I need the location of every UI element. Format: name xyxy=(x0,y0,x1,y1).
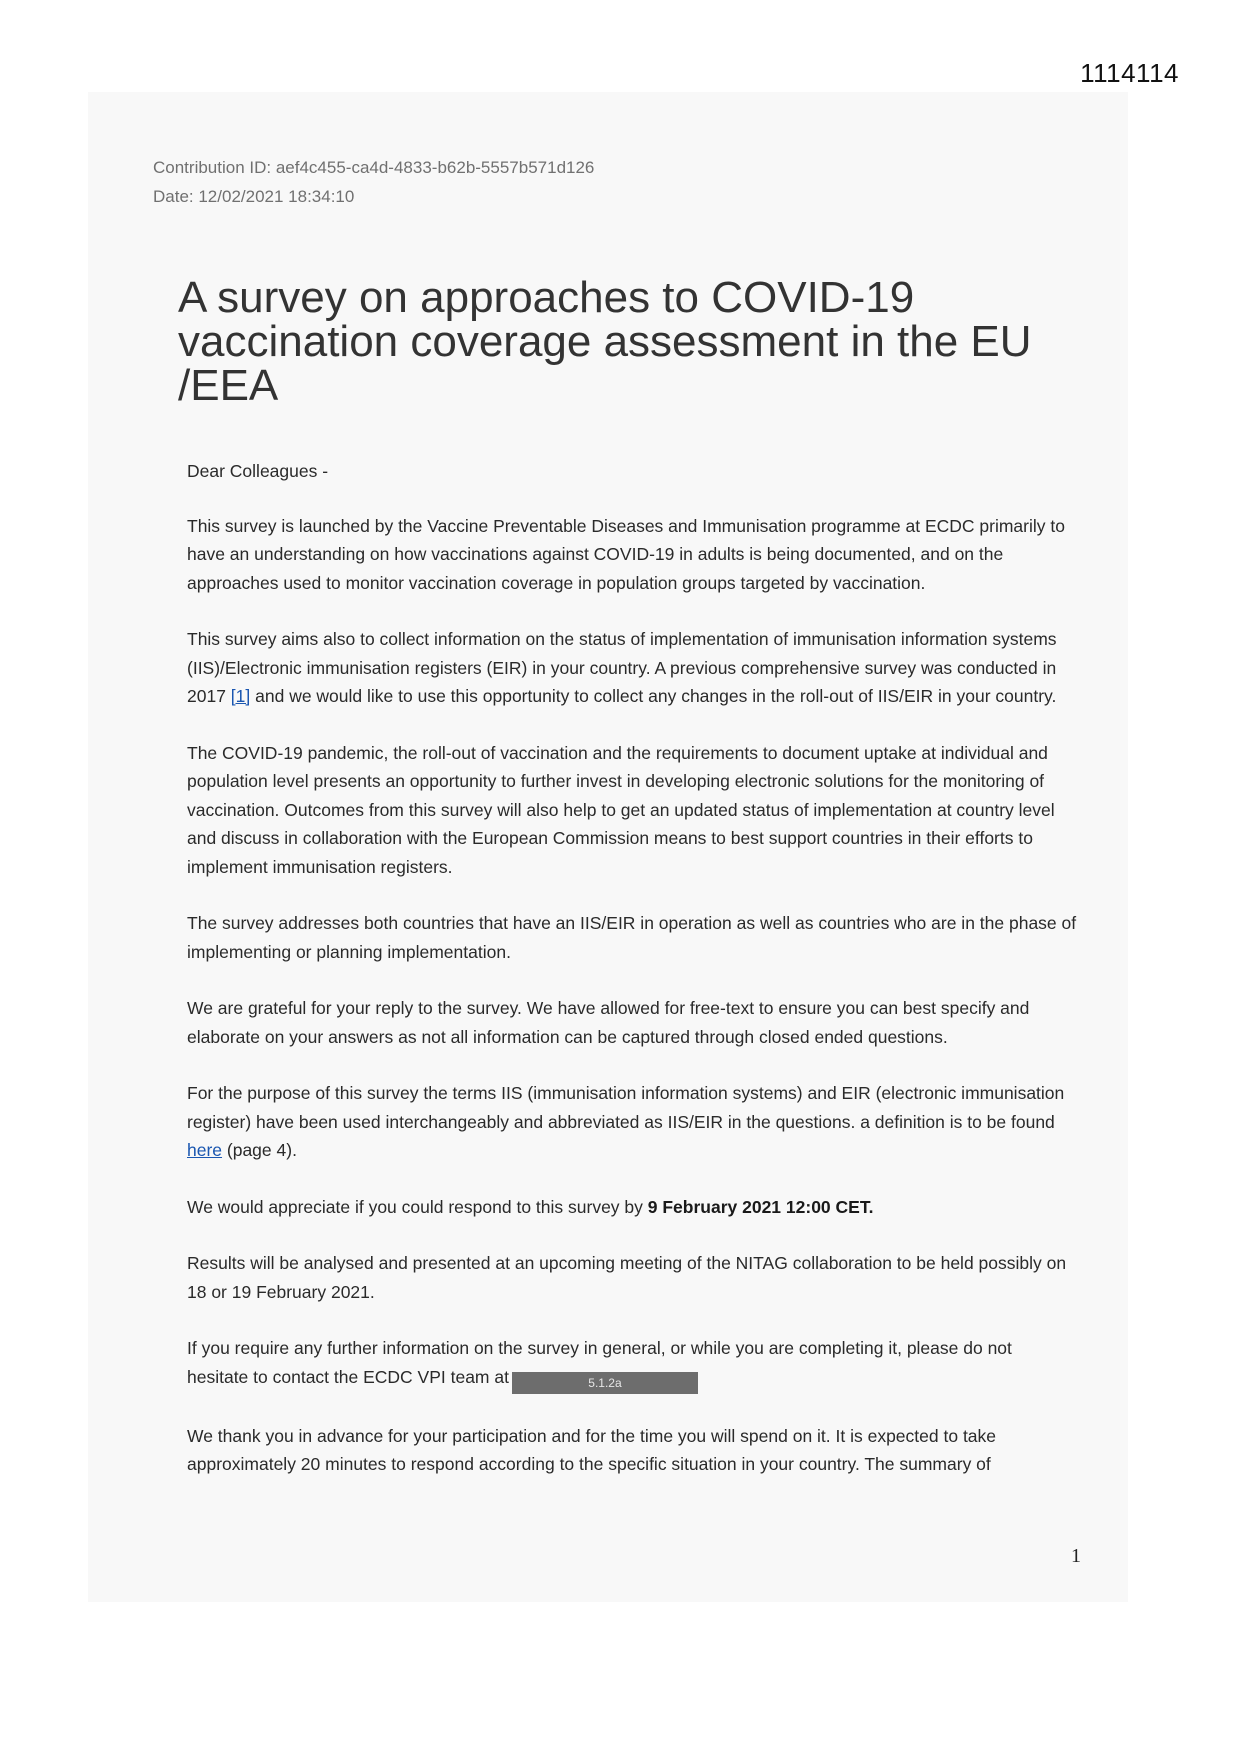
redacted-email: 5.1.2a xyxy=(512,1372,698,1394)
paragraph-deadline xyxy=(187,1193,1077,1222)
paragraph-iis-status xyxy=(187,625,1077,711)
paragraph-definition xyxy=(187,1079,1077,1165)
contribution-meta xyxy=(153,153,594,211)
paragraph-definition-text-a: For the purpose of this survey the terms IIS (immunisation information systems) and EIR (electronic immunisation register) have been used interchangeably and abbreviated as IIS/EIR in the questions. a definition is to be found xyxy=(187,1083,1065,1132)
paragraph-iis-status-text-b: and we would like to use this opportunity to collect any changes in the roll-out of IIS/EIR in your country. xyxy=(250,686,1057,706)
reference-link-1[interactable]: [1] xyxy=(230,686,251,706)
paragraph-scope: The survey addresses both countries that have an IIS/EIR in operation as well as countries who are in the phase of implementing or planning implementation. xyxy=(187,913,1077,962)
paragraph-purpose: This survey is launched by the Vaccine Preventable Diseases and Immunisation programme at ECDC primarily to have an understanding on how vaccinations against COVID-19 in adults is being documented, and on the approaches used to monitor vaccination coverage in population groups targeted by vaccination. xyxy=(187,515,1065,593)
page-number: 1 xyxy=(1071,1545,1081,1567)
definition-link[interactable]: here xyxy=(187,1140,223,1160)
paragraph-thanks: We thank you in advance for your participation and for the time you will spend on it. It is expected to take approximately 20 minutes to respond according to the specific situation in your country. The summary of xyxy=(187,1425,997,1474)
contribution-date: Date: 12/02/2021 18:34:10 xyxy=(153,187,355,206)
paragraph-results: Results will be analysed and presented at an upcoming meeting of the NITAG collaboration to be held possibly on 18 or 19 February 2021. xyxy=(187,1253,1067,1302)
document-number: 1114114 xyxy=(1080,58,1179,88)
deadline-date: 9 February 2021 12:00 CET. xyxy=(647,1196,874,1217)
paragraph-iis-status-text-a: This survey aims also to collect information on the status of implementation of immunisation information systems (IIS)/Electronic immunisation registers (EIR) in your country. A previous comprehensive survey was conducted in 2017 xyxy=(187,629,1057,706)
greeting: Dear Colleagues - xyxy=(187,461,329,481)
contribution-id: Contribution ID: aef4c455-ca4d-4833-b62b-5557b571d126 xyxy=(153,158,595,177)
paragraph-pandemic: The COVID-19 pandemic, the roll-out of vaccination and the requirements to document uptake at individual and population level presents an opportunity to further invest in developing electronic solutions for the monitoring of vaccination. Outcomes from this survey will also help to get an updated status of implementation at country level and discuss in collaboration with the European Commission means to best support countries in their efforts to implement immunisation registers. xyxy=(187,742,1055,877)
paragraph-free-text: We are grateful for your reply to the survey. We have allowed for free-text to ensure you can best specify and elaborate on your answers as not all information can be captured through closed ended questions. xyxy=(187,998,1030,1047)
paragraph-contact xyxy=(187,1334,1077,1394)
paragraph-contact-text: If you require any further information on the survey in general, or while you are completing it, please do not hesitate to contact the ECDC VPI team at xyxy=(187,1338,1012,1387)
survey-intro xyxy=(187,457,1077,1507)
survey-title: A survey on approaches to COVID-19 vaccination coverage assessment in the EU /EEA xyxy=(178,273,1032,410)
paragraph-deadline-text: We would appreciate if you could respond to this survey by xyxy=(187,1196,648,1217)
paragraph-definition-text-b: (page 4). xyxy=(222,1140,297,1160)
